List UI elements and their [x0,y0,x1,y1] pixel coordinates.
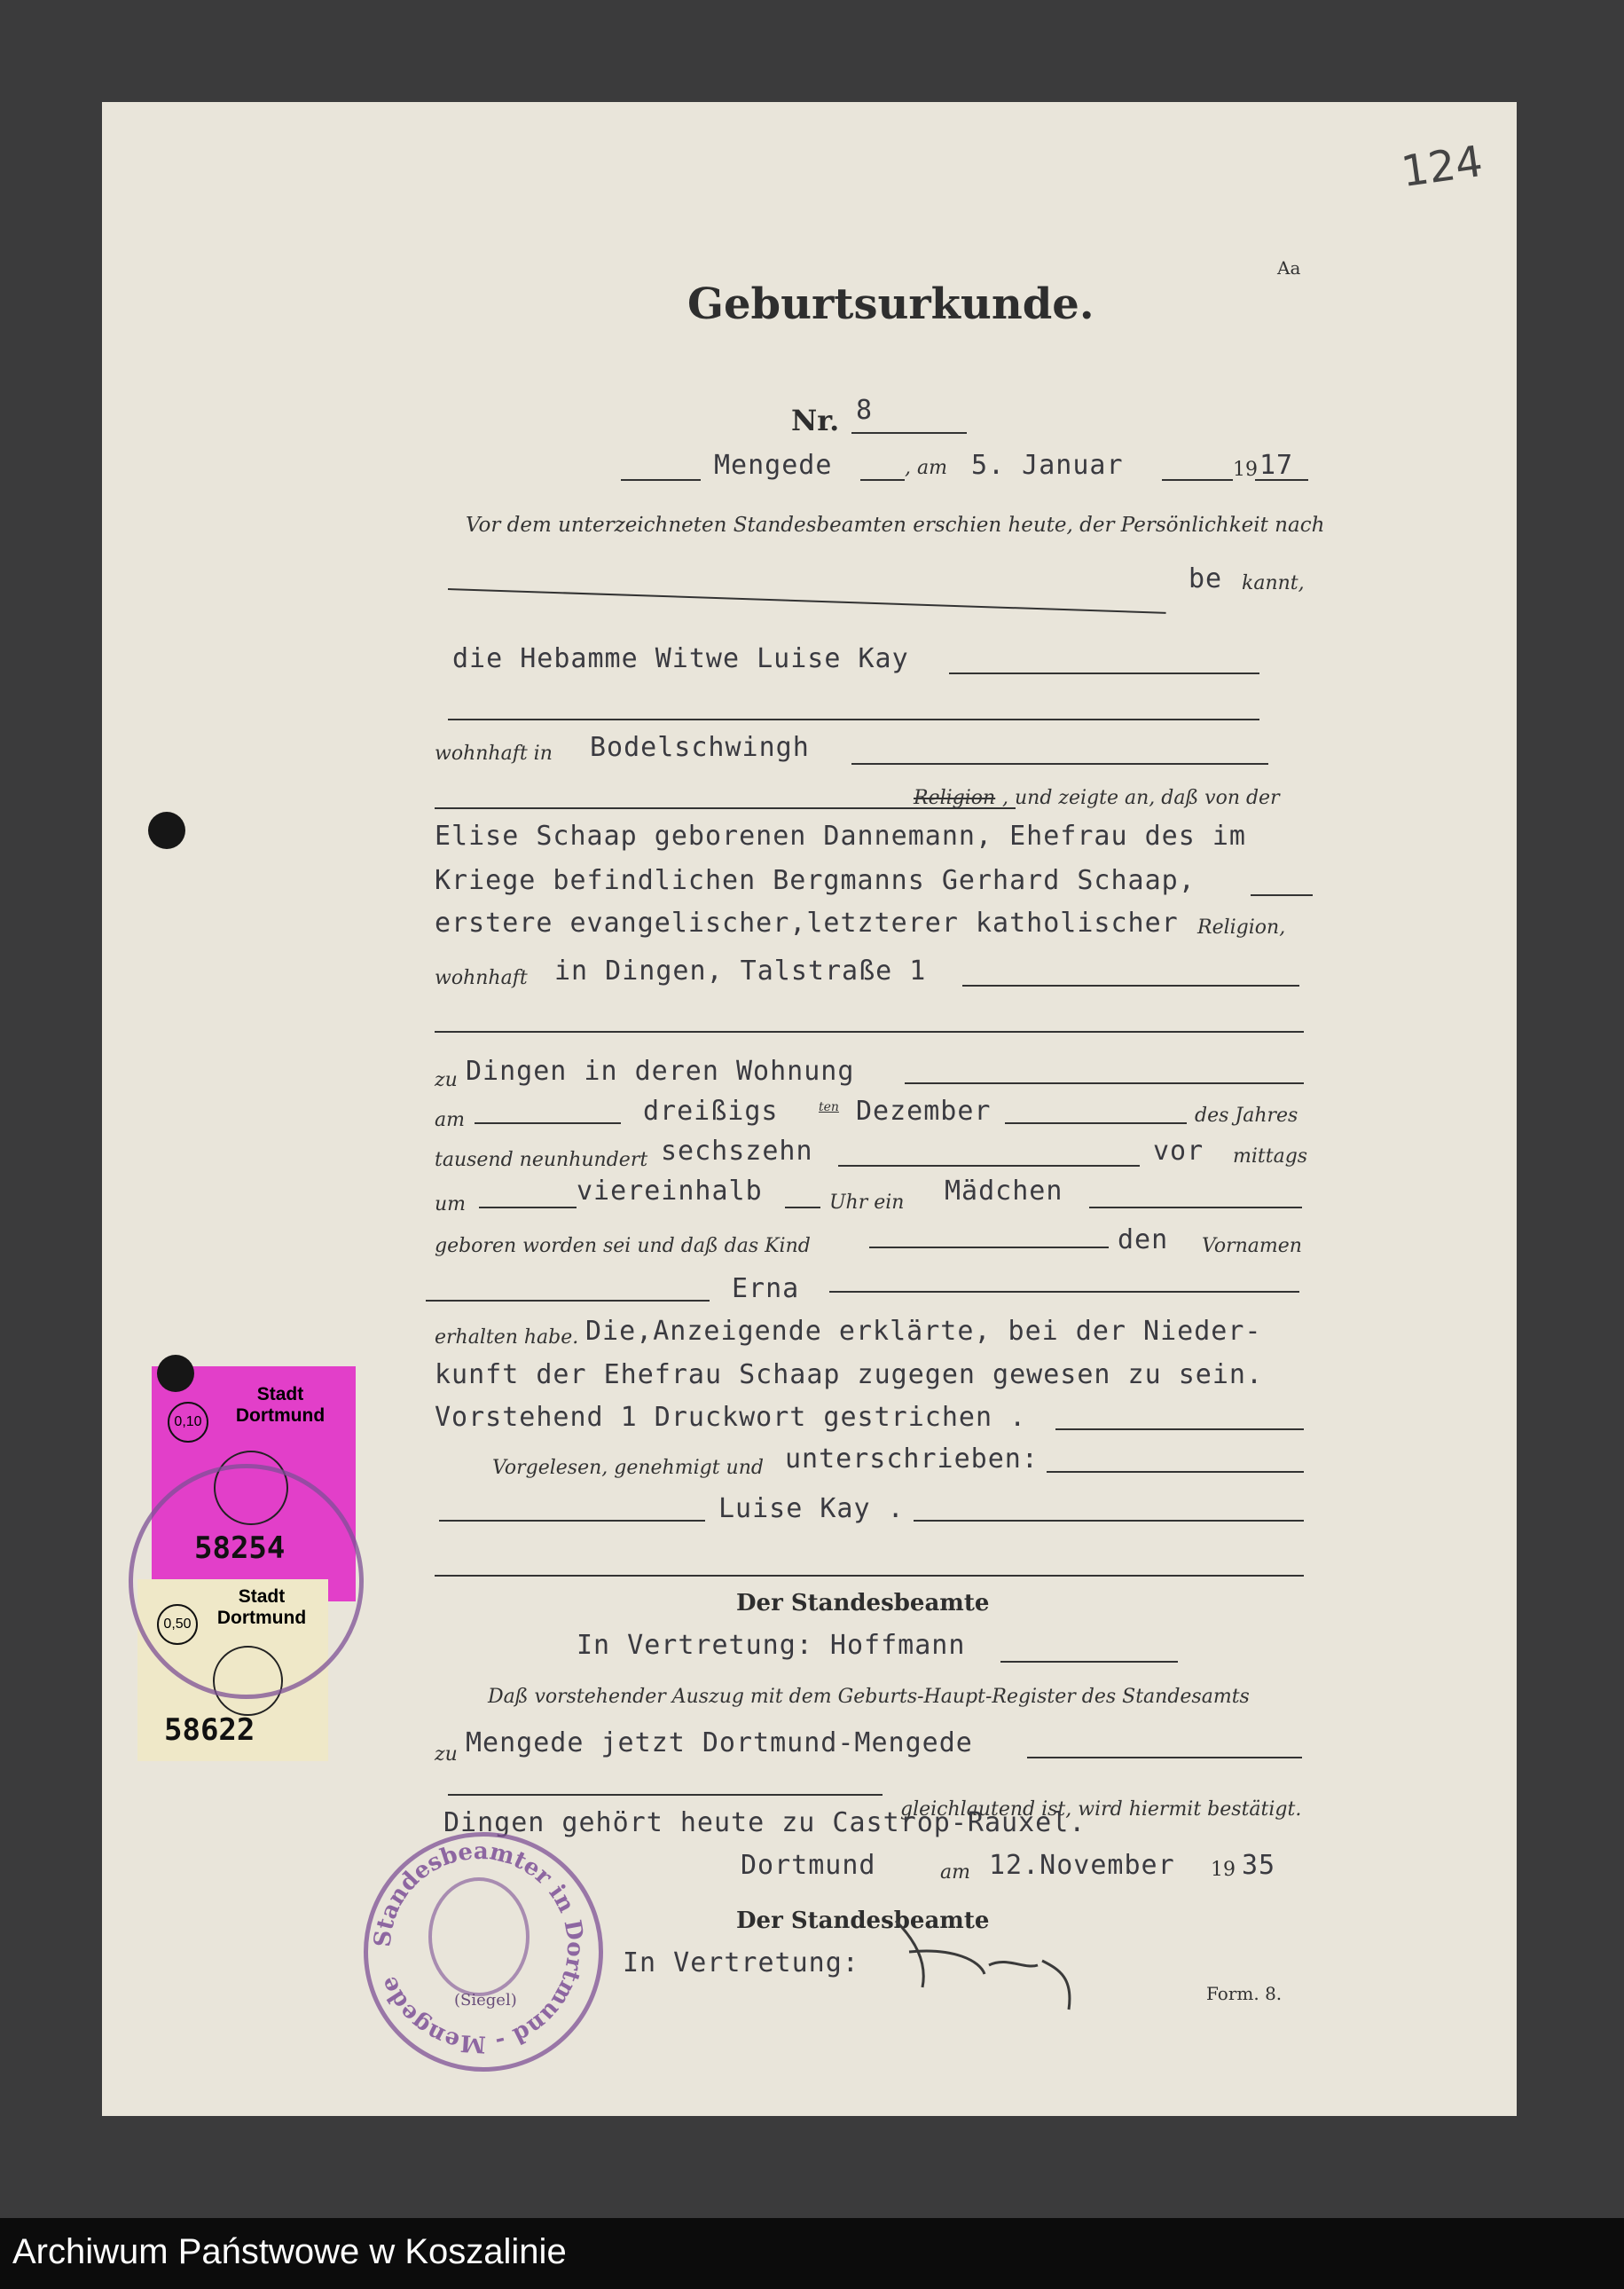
vornamen: Vornamen [1202,1235,1302,1257]
birth-time: viereinhalb [577,1176,763,1207]
religion-struck: Religion [914,787,996,809]
child-name: Erna [732,1273,800,1304]
document-title: Geburtsurkunde. [687,279,1094,329]
handwritten-signature [883,1916,1095,2014]
registrar-heading-2: Der Standesbeamte [736,1908,990,1934]
informant-signature: Luise Kay . [718,1493,905,1524]
birth-day: dreißigs [643,1096,779,1127]
punch-hole [157,1355,194,1392]
remark-line3: Vorstehend 1 Druckwort gestrichen . [435,1402,1027,1433]
registry-seal-upper [129,1464,364,1699]
registrar-heading: Der Standesbeamte [736,1590,990,1616]
birth-month: Dezember [856,1096,992,1127]
wohnhaft-in-label: wohnhaft in [435,743,553,765]
dingen-note: Dingen gehört heute zu Castrop-Rauxel. [443,1807,1087,1838]
stamp-city: Stadt Dortmund [235,1384,326,1426]
stamp-number: 58622 [164,1712,255,1748]
tausend-label: tausend neunhundert [435,1149,648,1171]
mittags: mittags [1233,1145,1308,1168]
svg-text:Standesbeamter in Dortmund - M [370,1838,588,2057]
certification-place: Dortmund [741,1850,876,1881]
seal-text: Standesbeamter in Dortmund - Mengede [369,1837,589,2057]
stamp-number: 58254 [194,1530,286,1566]
birth-place: Dingen in deren Wohnung [466,1056,855,1087]
archive-name: Archiwum Państwowe w Koszalinie [12,2232,567,2271]
year-prefix: 19 [1233,459,1258,481]
uhr-ein: Uhr ein [829,1192,905,1214]
registry-office: Mengede jetzt Dortmund-Mengede [466,1727,973,1758]
form-number: Form. 8. [1206,1983,1283,2004]
ten-label: ten [819,1100,839,1114]
geboren-text: geboren worden sei und daß das Kind [435,1235,811,1257]
unterschrieben: unterschrieben: [785,1443,1039,1475]
child-gender: Mädchen [945,1176,1063,1207]
am-label2: am [435,1109,465,1131]
mother-line1: Elise Schaap geborenen Dannemann, Ehefrau des im [435,821,1246,852]
registrar-signature: In Vertretung: Hoffmann [577,1630,966,1661]
vorgelesen-text: Vorgelesen, genehmigt und [492,1457,764,1479]
am-label: , am [905,457,947,479]
wohnhaft-label: wohnhaft [435,967,528,989]
mother-line3: erstere evangelischer,letzterer katholischer [435,908,1179,939]
form-code: Aa [1277,257,1301,279]
registration-place: Mengede [714,450,833,481]
document-sheet [102,102,1517,2116]
parents-residence: in Dingen, Talstraße 1 [554,956,927,987]
certify-line: Daß vorstehender Auszug mit dem Geburts-Haupt-Register des Standesamts [488,1686,1250,1708]
zu-label: zu [435,1069,458,1091]
informant: die Hebamme Witwe Luise Kay [452,643,909,674]
den: den [1118,1224,1169,1255]
remark-line2: kunft der Ehefrau Schaap zugegen gewesen zu sein. [435,1359,1264,1390]
certification-date: 12.November [989,1850,1175,1881]
am-label3: am [940,1861,970,1884]
gleichlautend: gleichlautend ist, wird hiermit bestätigt. [900,1798,1302,1821]
in-vertretung: In Vertretung: [623,1947,859,1978]
stamp-value: 0,10 [168,1402,208,1443]
erhalten-habe: erhalten habe. [435,1326,579,1349]
seal-center: (Siegel) [454,1991,517,2010]
mother-line2: Kriege befindlichen Bergmanns Gerhard Schaap, [435,865,1196,896]
cert-year-suffix: 35 [1242,1850,1276,1881]
informant-residence: Bodelschwingh [590,732,810,763]
religion-label: Religion, [1197,916,1286,939]
year-suffix: 17 [1259,450,1294,481]
vor: vor [1153,1136,1204,1167]
cert-year-prefix: 19 [1211,1859,1236,1881]
archive-number: 124 [1398,136,1487,198]
nr-value: 8 [856,395,874,426]
um-label: um [435,1193,467,1215]
religion-followup: , und zeigte an, daß von der [1002,787,1280,809]
des-jahres: des Jahres [1195,1105,1298,1127]
bekannt-be: be [1189,563,1223,594]
zu-label2: zu [435,1743,458,1766]
nr-label: Nr. [791,404,840,437]
registration-date: 5. Januar [971,450,1124,481]
birth-year-words: sechszehn [661,1136,813,1167]
remark-line1: Die,Anzeigende erklärte, bei der Nieder- [585,1316,1262,1347]
archive-footer [0,2218,1624,2289]
punch-hole [148,812,185,849]
stamp-value: 0,50 [157,1604,198,1645]
stamp-city: Stadt Dortmund [216,1586,307,1628]
intro-text: Vor dem unterzeichneten Standesbeamten erschien heute, der Persönlichkeit nach [466,514,1325,537]
bekannt-kannt: kannt, [1242,572,1305,594]
registry-seal-lower [364,1832,603,2072]
